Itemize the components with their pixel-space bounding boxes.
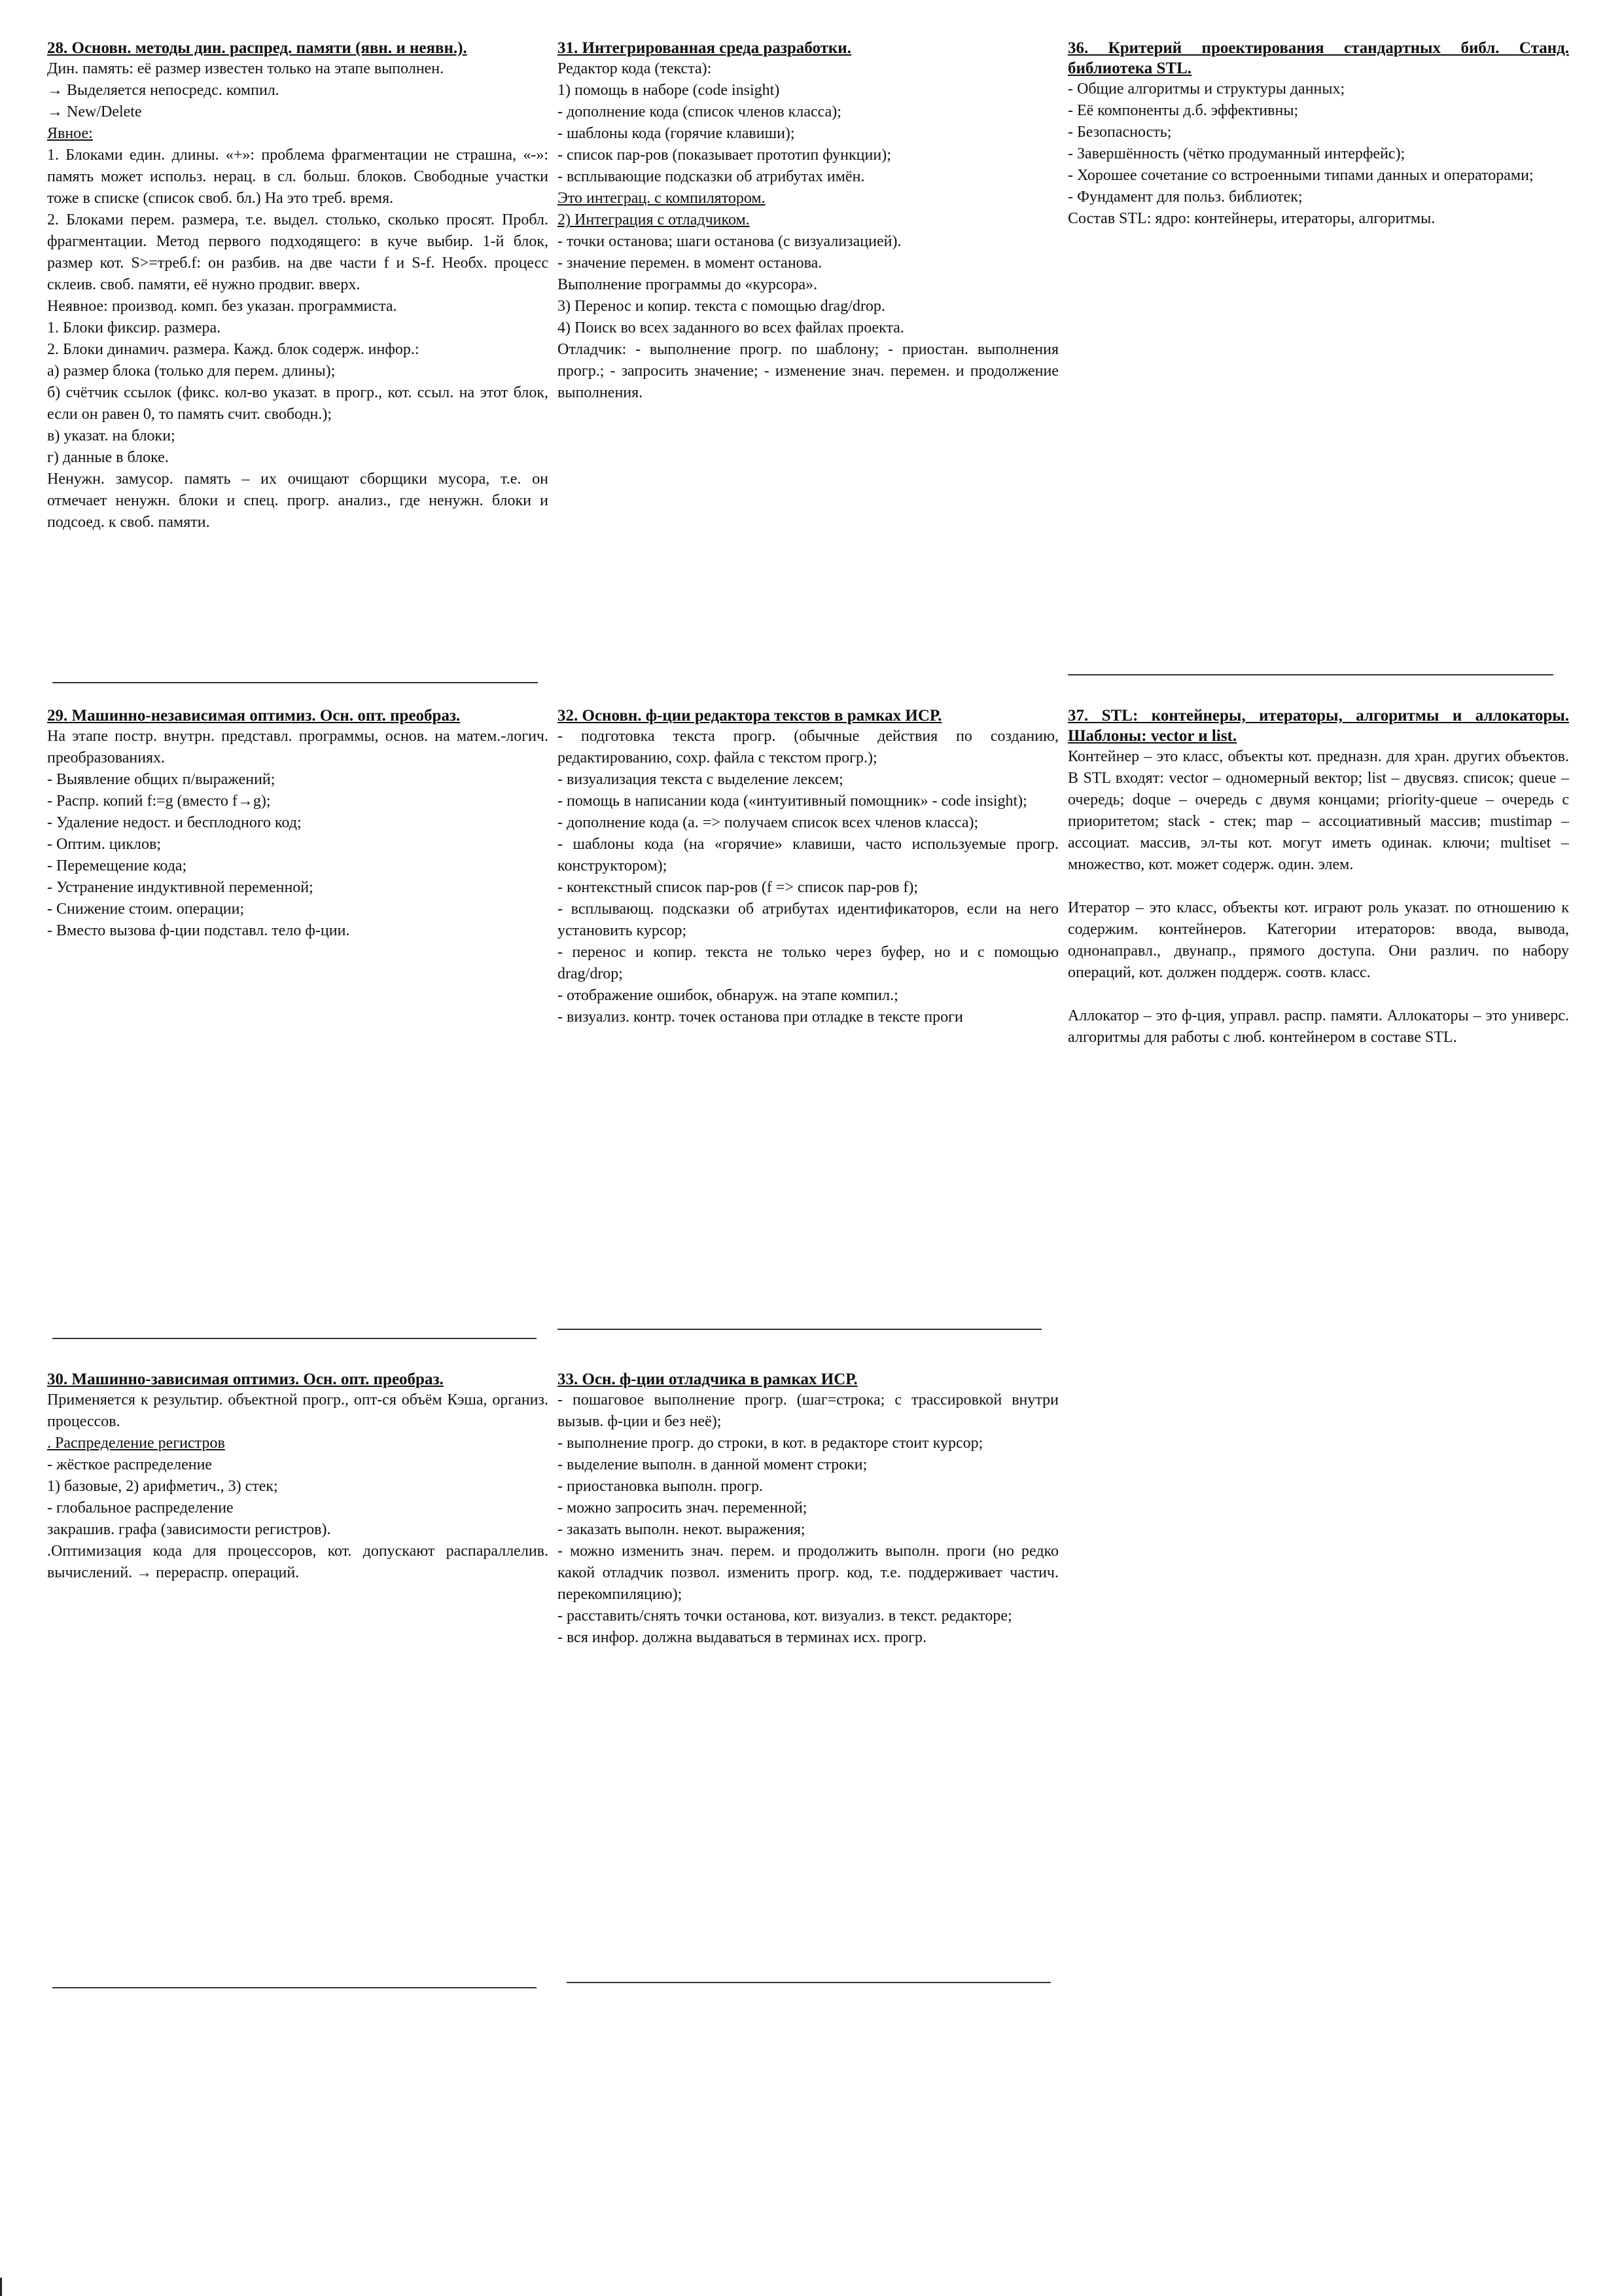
- section-29-line: - Выявление общих п/выражений;: [47, 771, 275, 788]
- section-28-line: → New/Delete: [47, 103, 142, 120]
- section-29-line: - Удаление недост. и бесплодного код;: [47, 814, 302, 831]
- section-33-line: - пошаговое выполнение прогр. (шаг=строка; с трассировкой внутри вызыв. ф-ции и без неё);: [557, 1391, 1059, 1430]
- section-28-line: в) указат. на блоки;: [47, 427, 175, 444]
- section-31-line: - дополнение кода (список членов класса);: [557, 103, 841, 120]
- section-37-title: 37. STL: контейнеры, итераторы, алгоритмы и аллокаторы. Шаблоны: vector и list.: [1068, 707, 1569, 745]
- section-28-line: Дин. память: её размер известен только на этапе выполнен.: [47, 60, 444, 77]
- section-32-line: - шаблоны кода (на «горячие» клавиши, часто используемые прогр. конструктором);: [557, 836, 1059, 874]
- divider: [52, 1338, 537, 1339]
- section-36-line: - Завершённость (чётко продуманный интерфейс);: [1068, 145, 1405, 162]
- section-29-line: На этапе постр. внутрн. представл. программы, основ. на матем.-логич. преобразованиях.: [47, 728, 548, 766]
- section-30-line: закрашив. графа (зависимости регистров).: [47, 1521, 331, 1538]
- section-31-line: 4) Поиск во всех заданного во всех файлах проекта.: [557, 319, 904, 336]
- section-30-line: - жёсткое распределение: [47, 1456, 213, 1473]
- section-31-line: - список пар-ров (показывает прототип функции);: [557, 147, 891, 164]
- divider: [52, 1987, 537, 1988]
- section-32-line: - всплывающ. подсказки об атрибутах идентификаторов, если на него установить курсор;: [557, 901, 1059, 939]
- section-31-line: 3) Перенос и копир. текста с помощью drag/drop.: [557, 298, 885, 315]
- section-37-line: Контейнер – это класс, объекты кот. предназн. для хран. других объектов. В STL входят: vector – одномерный вектор; list – двусвяз. список; queue – очередь; doque – очередь с двумя концами; priority-queue – очередь с приоритетом; stack - стек; map – ассоциативный массив; mustimap – ассоциат. массив, эл-ты кот. могут иметь одинак. ключи; multiset – множество, кот. может содерж. один. элем.: [1068, 748, 1569, 873]
- section-36-line: - Хорошее сочетание со встроенными типами данных и операторами;: [1068, 167, 1534, 184]
- section-30-line: Применяется к результир. объектной прогр., опт-ся объём Кэша, организ. процессов.: [47, 1391, 548, 1430]
- section-36-line: - Её компоненты д.б. эффективны;: [1068, 102, 1299, 119]
- section-33-line: - можно изменить знач. перем. и продолжить выполн. проги (но редко какой отладчик позвол. изменить прогр. код, т.е. поддерживает частич. перекомпиляцию);: [557, 1543, 1059, 1603]
- section-29-line: - Вместо вызова ф-ции подставл. тело ф-ции.: [47, 922, 350, 939]
- section-33-line: - приостановка выполн. прогр.: [557, 1478, 763, 1495]
- section-33-line: - можно запросить знач. переменной;: [557, 1499, 807, 1516]
- section-37: [1068, 706, 1569, 1049]
- section-28: [47, 38, 548, 533]
- section-28-line: б) счётчик ссылок (фикс. кол-во указат. в прогр., кот. ссыл. на этот блок, если он равен 0, то память счит. свободн.);: [47, 384, 548, 423]
- divider: [1068, 674, 1553, 675]
- section-28-line: → Выделяется непосредс. компил.: [47, 82, 279, 99]
- section-32-line: - отображение ошибок, обнаруж. на этапе компил.;: [557, 987, 898, 1004]
- section-31-line: 1) помощь в наборе (code insight): [557, 82, 780, 99]
- section-29-title: 29. Машинно-независимая оптимиз. Осн. опт. преобраз.: [47, 707, 461, 725]
- section-28-line: 2. Блоками перем. размера, т.е. выдел. столько, сколько просят. Пробл. фрагментации. Метод первого подходящего: в куче выбир. 1-й блок, размер кот. S>=треб.f: он разбив. на две части f и S-f. Необх. процесс склеив. своб. памяти, её нужно продвиг. вверх.: [47, 211, 548, 293]
- section-29: [47, 706, 548, 942]
- section-31-line: - всплывающие подсказки об атрибутах имён.: [557, 168, 865, 185]
- section-32-line: - визуализ. контр. точек останова при отладке в тексте проги: [557, 1009, 963, 1026]
- divider: [567, 1982, 1051, 1983]
- section-32-title: 32. Основн. ф-ции редактора текстов в рамках ИСР.: [557, 707, 942, 725]
- divider: [557, 1329, 1042, 1330]
- section-30-title: 30. Машинно-зависимая оптимиз. Осн. опт. преобраз.: [47, 1371, 444, 1388]
- section-32-line: - дополнение кода (a. => получаем список всех членов класса);: [557, 814, 979, 831]
- section-32-line: - контекстный список пар-ров (f => список пар-ров f);: [557, 879, 919, 896]
- section-29-line: - Устранение индуктивной переменной;: [47, 879, 313, 896]
- section-36-line: - Общие алгоритмы и структуры данных;: [1068, 81, 1345, 98]
- section-37-line: Аллокатор – это ф-ция, управл. распр. памяти. Аллокаторы – это универс. алгоритмы для работы с люб. контейнером в составе STL.: [1068, 1007, 1569, 1046]
- section-28-line: г) данные в блоке.: [47, 449, 169, 466]
- section-32-line: - перенос и копир. текста не только через буфер, но и с помощью drag/drop;: [557, 944, 1059, 982]
- section-31-title: 31. Интегрированная среда разработки.: [557, 39, 851, 57]
- section-29-line: - Распр. копий f:=g (вместо f→g);: [47, 793, 271, 810]
- section-30: [47, 1369, 548, 1584]
- section-32-line: - подготовка текста прогр. (обычные действия по созданию, редактированию, сохр. файла с текстом прогр.);: [557, 728, 1059, 766]
- section-28-title: 28. Основн. методы дин. распред. памяти (явн. и неявн.).: [47, 39, 467, 57]
- section-28-subheading: Явное:: [47, 125, 93, 142]
- section-37-line: Итератор – это класс, объекты кот. играют роль указат. по отношению к содержим. контейнеров. Категории итераторов: ввода, вывода, однонаправл., двунапр., прямого доступа. Они различ. по набору операций, кот. должен поддерж. соотв. класс.: [1068, 899, 1569, 981]
- section-33-line: - расставить/снять точки останова, кот. визуализ. в текст. редакторе;: [557, 1607, 1012, 1624]
- section-29-line: - Оптим. циклов;: [47, 836, 162, 853]
- section-28-line: 1. Блоками един. длины. «+»: проблема фрагментации не страшна, «-»: память может использ. нерац. в сл. больш. блоков. Свободные участки тоже в списке (список своб. бл.) На это треб. время.: [47, 147, 548, 207]
- section-37-line: [1068, 984, 1569, 1005]
- section-36: [1068, 38, 1569, 230]
- section-31-line: Отладчик: - выполнение прогр. по шаблону; - приостан. выполнения прогр.; - запросить значение; - изменение знач. перемен. и продолжение выполнения.: [557, 341, 1059, 401]
- section-31-line: 2) Интеграция с отладчиком.: [557, 211, 750, 228]
- section-33-line: - заказать выполн. некот. выражения;: [557, 1521, 805, 1538]
- section-28-line: 2. Блоки динамич. размера. Кажд. блок содерж. инфор.:: [47, 341, 419, 358]
- section-30-line: 1) базовые, 2) арифметич., 3) стек;: [47, 1478, 278, 1495]
- section-33-title: 33. Осн. ф-ции отладчика в рамках ИСР.: [557, 1371, 858, 1388]
- section-31-line: Редактор кода (текста):: [557, 60, 712, 77]
- section-28-line: а) размер блока (только для перем. длины);: [47, 363, 336, 380]
- section-33-line: - вся инфор. должна выдаваться в терминах исх. прогр.: [557, 1629, 927, 1646]
- section-30-line: . Распределение регистров: [47, 1435, 225, 1452]
- section-32-line: - помощь в написании кода («интуитивный помощник» - code insight);: [557, 793, 1027, 810]
- scan-edge-mark: [0, 2278, 2, 2296]
- section-32-line: - визуализация текста с выделение лексем;: [557, 771, 843, 788]
- section-36-line: Состав STL: ядро: контейнеры, итераторы, алгоритмы.: [1068, 210, 1436, 227]
- section-36-title: 36. Критерий проектирования стандартных библ. Станд. библиотека STL.: [1068, 39, 1569, 77]
- section-37-line: [1068, 876, 1569, 897]
- section-28-line: 1. Блоки фиксир. размера.: [47, 319, 221, 336]
- section-33-line: - выделение выполн. в данной момент строки;: [557, 1456, 868, 1473]
- section-29-line: - Перемещение кода;: [47, 857, 187, 874]
- section-30-line: .Оптимизация кода для процессоров, кот. допускают распараллелив. вычислений. → перераспр. операций.: [47, 1543, 548, 1581]
- section-31-line: - точки останова; шаги останова (с визуализацией).: [557, 233, 902, 250]
- section-30-line: - глобальное распределение: [47, 1499, 234, 1516]
- section-31-line: Выполнение программы до «курсора».: [557, 276, 818, 293]
- section-32: [557, 706, 1059, 1028]
- section-29-line: - Снижение стоим. операции;: [47, 901, 245, 918]
- section-28-line: Неявное: производ. комп. без указан. программиста.: [47, 298, 397, 315]
- section-31-line: Это интеграц. с компилятором.: [557, 190, 766, 207]
- section-33: [557, 1369, 1059, 1649]
- section-28-line: Ненужн. замусор. память – их очищают сборщики мусора, т.е. он отмечает ненужн. блоки и спец. прогр. анализ., где ненужн. блоки и подсоед. к своб. памяти.: [47, 471, 548, 531]
- section-31: [557, 38, 1059, 404]
- divider: [52, 682, 538, 683]
- section-36-line: - Безопасность;: [1068, 124, 1172, 141]
- section-36-line: - Фундамент для польз. библиотек;: [1068, 188, 1303, 206]
- section-31-line: - шаблоны кода (горячие клавиши);: [557, 125, 795, 142]
- section-31-line: - значение перемен. в момент останова.: [557, 255, 822, 272]
- section-33-line: - выполнение прогр. до строки, в кот. в редакторе стоит курсор;: [557, 1435, 983, 1452]
